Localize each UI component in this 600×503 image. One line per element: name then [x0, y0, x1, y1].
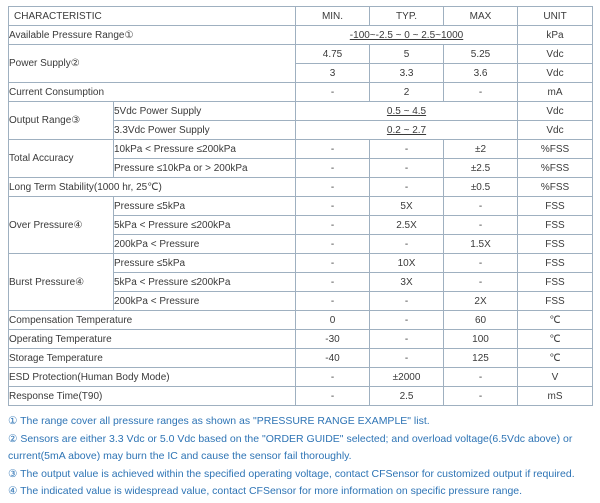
row-min: - — [296, 273, 370, 292]
table-header-row — [9, 7, 593, 26]
row-min: - — [296, 387, 370, 406]
row-unit: ℃ — [518, 330, 593, 349]
row-max: ±2.5 — [444, 159, 518, 178]
table-row — [9, 349, 593, 368]
footnotes — [8, 413, 592, 500]
row-label: Storage Temperature — [9, 349, 296, 368]
row-typ: - — [370, 292, 444, 311]
row-max: - — [444, 83, 518, 102]
row-unit: Vdc — [518, 102, 593, 121]
row-max: 2X — [444, 292, 518, 311]
row-sublabel: Pressure ≤5kPa — [114, 254, 296, 273]
row-typ: - — [370, 140, 444, 159]
row-typ: - — [370, 311, 444, 330]
specifications-table — [8, 6, 593, 406]
row-max: - — [444, 387, 518, 406]
row-label: Operating Temperature — [9, 330, 296, 349]
row-max: 125 — [444, 349, 518, 368]
row-unit: V — [518, 368, 593, 387]
row-label: Response Time(T90) — [9, 387, 296, 406]
row-label: Output Range③ — [9, 102, 114, 140]
row-max: 100 — [444, 330, 518, 349]
row-typ: 5 — [370, 45, 444, 64]
footnote-2: ② Sensors are either 3.3 Vdc or 5.0 Vdc based on the "ORDER GUIDE" selected; and overload voltage(6.5Vdc above) or — [8, 432, 573, 445]
table-row — [9, 254, 593, 273]
row-sublabel: 200kPa < Pressure — [114, 292, 296, 311]
row-max: ±0.5 — [444, 178, 518, 197]
row-unit: Vdc — [518, 64, 593, 83]
row-min: -40 — [296, 349, 370, 368]
row-min: 4.75 — [296, 45, 370, 64]
row-unit: %FSS — [518, 178, 593, 197]
row-label: ESD Protection(Human Body Mode) — [9, 368, 296, 387]
row-min: - — [296, 368, 370, 387]
row-unit: ℃ — [518, 311, 593, 330]
footnote-1: ① The range cover all pressure ranges as shown as "PRESSURE RANGE EXAMPLE" list. — [8, 415, 430, 427]
row-max: - — [444, 273, 518, 292]
row-typ: 2.5X — [370, 216, 444, 235]
row-unit: FSS — [518, 273, 593, 292]
row-min: -30 — [296, 330, 370, 349]
row-max: - — [444, 368, 518, 387]
row-unit: Vdc — [518, 45, 593, 64]
row-sublabel: 10kPa < Pressure ≤200kPa — [114, 140, 296, 159]
header-unit: UNIT — [518, 7, 593, 26]
row-max: 60 — [444, 311, 518, 330]
row-typ: 3X — [370, 273, 444, 292]
row-typ: - — [370, 159, 444, 178]
row-max: 3.6 — [444, 64, 518, 83]
header-characteristic: CHARACTERISTIC — [9, 7, 296, 26]
table-row — [9, 197, 593, 216]
row-unit: kPa — [518, 26, 593, 45]
row-unit: Vdc — [518, 121, 593, 140]
table-row — [9, 45, 593, 64]
row-max: - — [444, 216, 518, 235]
row-max: 1.5X — [444, 235, 518, 254]
row-sublabel: 200kPa < Pressure — [114, 235, 296, 254]
row-min: - — [296, 254, 370, 273]
row-typ: ±2000 — [370, 368, 444, 387]
row-sublabel: Pressure ≤10kPa or > 200kPa — [114, 159, 296, 178]
row-label: Long Term Stability(1000 hr, 25℃) — [9, 178, 296, 197]
row-unit: FSS — [518, 197, 593, 216]
row-unit: FSS — [518, 235, 593, 254]
row-typ: - — [370, 349, 444, 368]
row-label: Current Consumption — [9, 83, 296, 102]
row-typ: 5X — [370, 197, 444, 216]
row-typ: 10X — [370, 254, 444, 273]
footnote-2-cont: current(5mA above) may burn the IC and cause the sensor fail thoroughly. — [8, 450, 352, 462]
row-sublabel: Pressure ≤5kPa — [114, 197, 296, 216]
table-row — [9, 102, 593, 121]
row-label: Compensation Temperature — [9, 311, 296, 330]
row-min: - — [296, 235, 370, 254]
row-unit: FSS — [518, 292, 593, 311]
row-typ: 2 — [370, 83, 444, 102]
table-row — [9, 83, 593, 102]
table-row — [9, 311, 593, 330]
row-typ: - — [370, 235, 444, 254]
row-unit: FSS — [518, 254, 593, 273]
row-sublabel: 5kPa < Pressure ≤200kPa — [114, 273, 296, 292]
row-label: Power Supply② — [9, 45, 296, 83]
row-min: - — [296, 292, 370, 311]
row-min: - — [296, 159, 370, 178]
table-row — [9, 26, 593, 45]
footnote-3: ③ The output value is achieved within the specified operating voltage, contact CFSensor for customized output if required. — [8, 467, 575, 480]
row-label: Available Pressure Range① — [9, 26, 296, 45]
footnote-4: ④ The indicated value is widespread value, contact CFSensor for more information on specific pressure range. — [8, 485, 523, 497]
row-typ: 2.5 — [370, 387, 444, 406]
row-unit: %FSS — [518, 159, 593, 178]
row-min: 0 — [296, 311, 370, 330]
row-unit: %FSS — [518, 140, 593, 159]
row-min: - — [296, 83, 370, 102]
row-unit: mS — [518, 387, 593, 406]
header-min: MIN. — [296, 7, 370, 26]
row-unit: mA — [518, 83, 593, 102]
table-row — [9, 178, 593, 197]
row-min: - — [296, 197, 370, 216]
row-unit: FSS — [518, 216, 593, 235]
row-min: 3 — [296, 64, 370, 83]
row-label: Total Accuracy — [9, 140, 114, 178]
row-span-value: -100~-2.5 ~ 0 ~ 2.5~1000 — [296, 26, 518, 45]
row-sublabel: 3.3Vdc Power Supply — [114, 121, 296, 140]
row-max: ±2 — [444, 140, 518, 159]
row-typ: - — [370, 178, 444, 197]
table-row — [9, 140, 593, 159]
row-max: 5.25 — [444, 45, 518, 64]
table-row — [9, 387, 593, 406]
row-max: - — [444, 254, 518, 273]
row-span-value: 0.5 ~ 4.5 — [296, 102, 518, 121]
row-min: - — [296, 178, 370, 197]
header-max: MAX — [444, 7, 518, 26]
row-min: - — [296, 140, 370, 159]
row-label: Over Pressure④ — [9, 197, 114, 254]
row-sublabel: 5kPa < Pressure ≤200kPa — [114, 216, 296, 235]
table-row — [9, 368, 593, 387]
row-sublabel: 5Vdc Power Supply — [114, 102, 296, 121]
row-label: Burst Pressure④ — [9, 254, 114, 311]
table-row — [9, 330, 593, 349]
row-max: - — [444, 197, 518, 216]
row-typ: 3.3 — [370, 64, 444, 83]
header-typ: TYP. — [370, 7, 444, 26]
row-typ: - — [370, 330, 444, 349]
row-unit: ℃ — [518, 349, 593, 368]
row-span-value: 0.2 ~ 2.7 — [296, 121, 518, 140]
row-min: - — [296, 216, 370, 235]
